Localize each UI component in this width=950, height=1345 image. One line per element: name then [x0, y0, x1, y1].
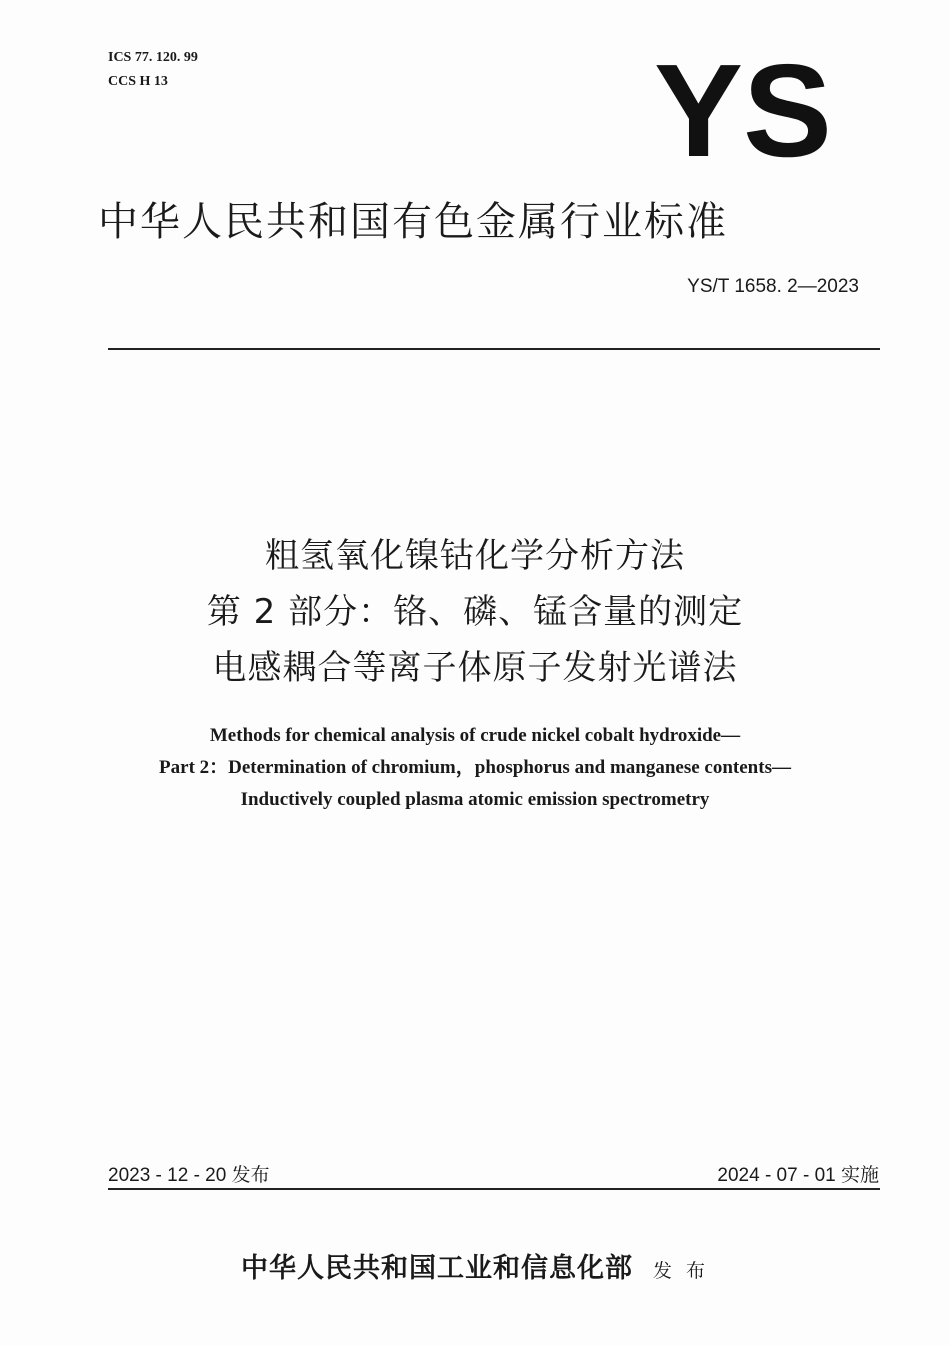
ys-logo	[652, 56, 834, 168]
ys-logo-text: YS	[654, 56, 832, 168]
chinese-title	[0, 528, 950, 696]
publisher	[0, 1246, 950, 1285]
chinese-title-line-3: 电感耦合等离子体原子发射光谱法	[212, 648, 738, 688]
top-divider	[108, 348, 880, 350]
english-title-line-3: Inductively coupled plasma atomic emission spectrometry	[240, 789, 710, 810]
ccs-code: CCS H 13	[108, 74, 168, 89]
publisher-suffix: 发 布	[652, 1260, 710, 1282]
chinese-title-line-2: 第 2 部分：铬、磷、锰含量的测定	[206, 592, 744, 632]
issue-date: 2023 - 12 - 20 发布	[108, 1165, 270, 1186]
bottom-divider	[108, 1188, 880, 1190]
classification-codes	[108, 46, 198, 94]
english-title	[0, 720, 950, 816]
english-title-line-2: Part 2：Determination of chromium，phosphorus and manganese contents—	[159, 757, 791, 778]
english-title-line-1: Methods for chemical analysis of crude nickel cobalt hydroxide—	[209, 725, 741, 746]
standard-number: YS/T 1658. 2—2023	[687, 276, 859, 297]
implementation-date: 2024 - 07 - 01 实施	[717, 1165, 879, 1186]
standard-type: 中华人民共和国有色金属行业标准	[98, 199, 728, 245]
publisher-name: 中华人民共和国工业和信息化部	[240, 1253, 633, 1284]
chinese-title-line-1: 粗氢氧化镍钴化学分析方法	[265, 536, 685, 576]
ics-code: ICS 77. 120. 99	[108, 50, 198, 65]
